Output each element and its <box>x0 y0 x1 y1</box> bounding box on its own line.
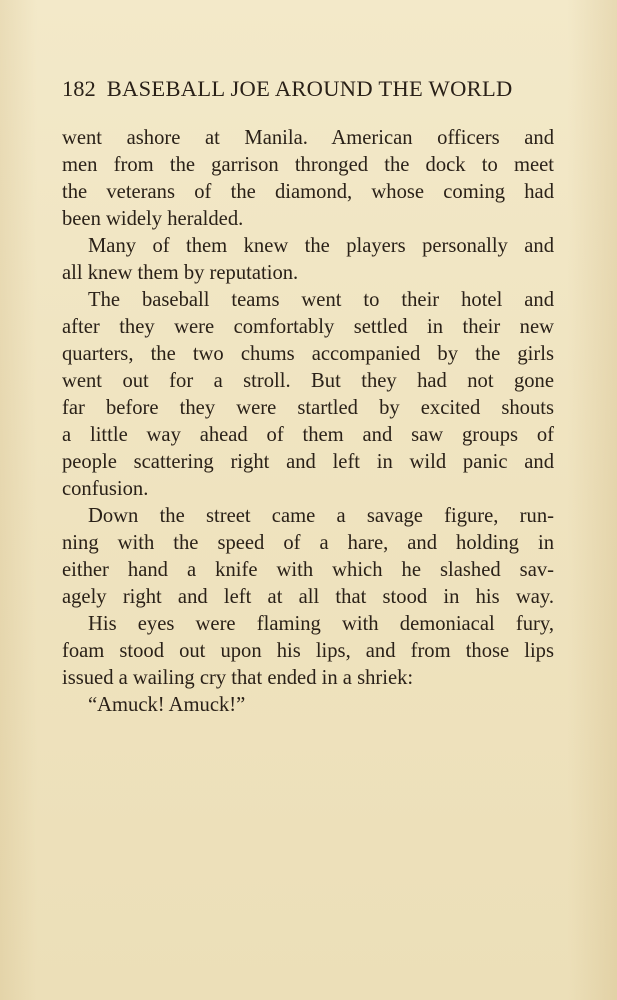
text-line: after they were comfortably settled in their new <box>62 316 554 338</box>
text-line: ning with the speed of a hare, and holding in <box>62 532 554 554</box>
text-line: the veterans of the diamond, whose coming had <box>62 181 554 203</box>
text-line: all knew them by reputation. <box>62 262 299 284</box>
text-line: a little way ahead of them and saw groups of <box>62 424 554 446</box>
text-line: quarters, the two chums accompanied by the girls <box>62 343 554 365</box>
text-line: went ashore at Manila. American officers and <box>62 127 554 149</box>
text-line: confusion. <box>62 478 149 500</box>
text-line: The baseball teams went to their hotel and <box>88 289 554 311</box>
text-line: “Amuck! Amuck!” <box>88 694 246 716</box>
text-line: His eyes were flaming with demoniacal fury, <box>88 613 554 635</box>
text-line: agely right and left at all that stood in his way. <box>62 586 554 608</box>
text-line: either hand a knife with which he slashed sav- <box>62 559 554 581</box>
body-text <box>62 125 554 719</box>
text-line: people scattering right and left in wild panic and <box>62 451 554 473</box>
text-line: went out for a stroll. But they had not gone <box>62 370 554 392</box>
running-head <box>62 78 555 101</box>
running-title: BASEBALL JOE AROUND THE WORLD <box>106 76 513 101</box>
text-line: Many of them knew the players personally and <box>88 235 554 257</box>
text-line: foam stood out upon his lips, and from those lips <box>62 640 554 662</box>
text-line: issued a wailing cry that ended in a shriek: <box>62 667 414 689</box>
text-line: men from the garrison thronged the dock to meet <box>62 154 554 176</box>
page-number: 182 <box>62 76 96 101</box>
text-line: been widely heralded. <box>62 208 244 230</box>
text-line: far before they were startled by excited shouts <box>62 397 554 419</box>
text-line: Down the street came a savage figure, run- <box>88 505 554 527</box>
